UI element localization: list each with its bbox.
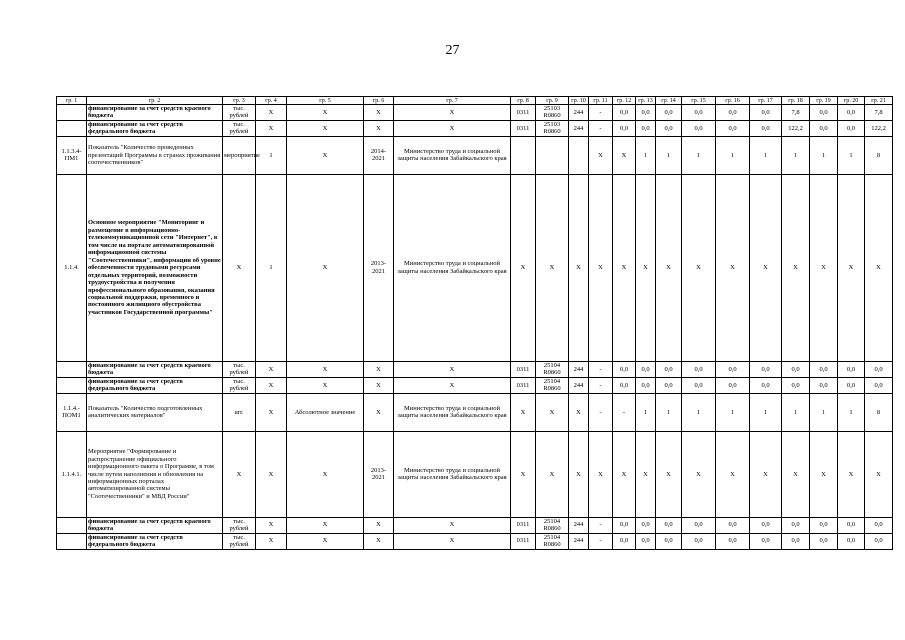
cell-gr20: 0,0 xyxy=(838,105,865,121)
cell-gr18: X xyxy=(782,431,810,517)
cell-gr12: X xyxy=(613,174,636,361)
table-row xyxy=(57,174,893,361)
column-header: гр. 12 xyxy=(613,97,636,105)
cell-gr4: 1 xyxy=(256,136,287,174)
cell-gr12: X xyxy=(613,431,636,517)
cell-gr2: финансирование за счет средств федерального бюджета xyxy=(87,120,223,136)
cell-gr21: 0,0 xyxy=(865,377,893,393)
cell-gr12: - xyxy=(613,393,636,431)
cell-gr9: 25103 R0860 xyxy=(536,105,569,121)
cell-gr19: 0,0 xyxy=(810,517,838,533)
cell-gr2: Основное мероприятие "Мониторинг и размещение в информационно-телекоммуникационной сети "Интернет", в том числе на портале автоматизированной информационной системы "Соотечественники", информации об уровне обеспеченности трудовыми ресурсами отдельных территорий, возможности трудоустройства и получения профессионального образования, оказания социальной поддержки, временного и постоянного жилищного обустройства участников Государственной программы" xyxy=(87,174,223,361)
cell-gr16: 0,0 xyxy=(716,377,750,393)
column-header: гр. 20 xyxy=(838,97,865,105)
cell-gr2: финансирование за счет средств краевого бюджета xyxy=(87,517,223,533)
cell-gr5: X xyxy=(287,174,364,361)
cell-gr19: 1 xyxy=(810,136,838,174)
cell-gr2: финансирование за счет средств краевого бюджета xyxy=(87,105,223,121)
cell-gr20: 1 xyxy=(838,393,865,431)
cell-gr11: - xyxy=(589,393,613,431)
cell-gr15: X xyxy=(682,174,716,361)
cell-gr21: 7,8 xyxy=(865,105,893,121)
cell-gr17: 1 xyxy=(750,136,782,174)
cell-gr8: 0311 xyxy=(511,533,536,549)
column-header: гр. 15 xyxy=(682,97,716,105)
cell-gr11: X xyxy=(589,431,613,517)
cell-gr10: 244 xyxy=(569,120,589,136)
cell-gr16: 1 xyxy=(716,393,750,431)
cell-gr19: 0,0 xyxy=(810,105,838,121)
cell-gr18: 0,0 xyxy=(782,517,810,533)
cell-gr10: X xyxy=(569,393,589,431)
cell-gr14: 1 xyxy=(656,136,682,174)
column-header: гр. 10 xyxy=(569,97,589,105)
cell-gr18: 122,2 xyxy=(782,120,810,136)
cell-gr4: X xyxy=(256,393,287,431)
cell-gr20: 0,0 xyxy=(838,120,865,136)
cell-gr21: 0,0 xyxy=(865,517,893,533)
cell-gr7: X xyxy=(394,377,511,393)
cell-gr13: 0,0 xyxy=(636,533,656,549)
cell-gr14: 0,0 xyxy=(656,377,682,393)
column-header: гр. 1 xyxy=(57,97,87,105)
cell-gr12: 0,0 xyxy=(613,361,636,377)
cell-gr17: X xyxy=(750,174,782,361)
cell-gr3: тыс. рублей xyxy=(223,533,256,549)
cell-gr16: 1 xyxy=(716,136,750,174)
cell-gr8: 0311 xyxy=(511,377,536,393)
cell-gr19: 0,0 xyxy=(810,377,838,393)
cell-gr10: 244 xyxy=(569,377,589,393)
column-header: гр. 4 xyxy=(256,97,287,105)
cell-gr12: 0,0 xyxy=(613,120,636,136)
cell-gr4: X xyxy=(256,105,287,121)
cell-gr10: X xyxy=(569,431,589,517)
cell-gr8: X xyxy=(511,393,536,431)
cell-gr1 xyxy=(57,377,87,393)
cell-gr17: 0,0 xyxy=(750,120,782,136)
cell-gr6: X xyxy=(364,517,394,533)
cell-gr7: Министерство труда и социальной защиты населения Забайкальского края xyxy=(394,431,511,517)
cell-gr11: - xyxy=(589,120,613,136)
cell-gr9: 25104 R0860 xyxy=(536,517,569,533)
cell-gr6: 2014-2021 xyxy=(364,136,394,174)
column-header: гр. 21 xyxy=(865,97,893,105)
cell-gr21: 0,0 xyxy=(865,533,893,549)
cell-gr2: финансирование за счет средств краевого бюджета xyxy=(87,361,223,377)
cell-gr20: X xyxy=(838,431,865,517)
cell-gr12: 0,0 xyxy=(613,377,636,393)
cell-gr11: - xyxy=(589,105,613,121)
cell-gr21: X xyxy=(865,174,893,361)
cell-gr19: 0,0 xyxy=(810,361,838,377)
cell-gr19: 1 xyxy=(810,393,838,431)
cell-gr1 xyxy=(57,533,87,549)
cell-gr11: - xyxy=(589,361,613,377)
cell-gr2: Показатель "Количество проведенных презентаций Программы в странах проживания соотечественников" xyxy=(87,136,223,174)
cell-gr20: 0,0 xyxy=(838,533,865,549)
cell-gr5: X xyxy=(287,120,364,136)
cell-gr5: X xyxy=(287,431,364,517)
program-table xyxy=(56,96,893,550)
cell-gr20: 0,0 xyxy=(838,517,865,533)
column-header: гр. 6 xyxy=(364,97,394,105)
cell-gr16: X xyxy=(716,174,750,361)
cell-gr13: 0,0 xyxy=(636,377,656,393)
cell-gr7: Министерство труда и социальной защиты населения Забайкальского края xyxy=(394,174,511,361)
cell-gr18: 7,8 xyxy=(782,105,810,121)
cell-gr4: X xyxy=(256,533,287,549)
cell-gr6: X xyxy=(364,361,394,377)
cell-gr1: 1.1.4.-ПОМ1 xyxy=(57,393,87,431)
cell-gr10 xyxy=(569,136,589,174)
cell-gr20: 0,0 xyxy=(838,377,865,393)
cell-gr14: 1 xyxy=(656,393,682,431)
cell-gr16: 0,0 xyxy=(716,120,750,136)
cell-gr15: 0,0 xyxy=(682,120,716,136)
column-header: гр. 2 xyxy=(87,97,223,105)
cell-gr12: 0,0 xyxy=(613,517,636,533)
cell-gr17: 1 xyxy=(750,393,782,431)
cell-gr21: 122,2 xyxy=(865,120,893,136)
cell-gr6: X xyxy=(364,393,394,431)
cell-gr17: X xyxy=(750,431,782,517)
cell-gr13: 0,0 xyxy=(636,120,656,136)
cell-gr14: 0,0 xyxy=(656,105,682,121)
cell-gr4: 1 xyxy=(256,174,287,361)
cell-gr16: 0,0 xyxy=(716,517,750,533)
cell-gr8: 0311 xyxy=(511,120,536,136)
column-header: гр. 16 xyxy=(716,97,750,105)
cell-gr13: X xyxy=(636,174,656,361)
cell-gr21: 0,0 xyxy=(865,361,893,377)
header-row xyxy=(57,97,893,105)
cell-gr13: 1 xyxy=(636,393,656,431)
cell-gr4: X xyxy=(256,431,287,517)
cell-gr17: 0,0 xyxy=(750,361,782,377)
cell-gr5: X xyxy=(287,377,364,393)
column-header: гр. 18 xyxy=(782,97,810,105)
cell-gr14: 0,0 xyxy=(656,120,682,136)
cell-gr5: X xyxy=(287,361,364,377)
cell-gr3: X xyxy=(223,174,256,361)
cell-gr7: Министерство труда и социальной защиты населения Забайкальского края xyxy=(394,136,511,174)
cell-gr4: X xyxy=(256,361,287,377)
cell-gr6: X xyxy=(364,105,394,121)
cell-gr3: тыс. рублей xyxy=(223,377,256,393)
cell-gr1 xyxy=(57,120,87,136)
cell-gr10: X xyxy=(569,174,589,361)
cell-gr16: 0,0 xyxy=(716,105,750,121)
cell-gr11: X xyxy=(589,136,613,174)
cell-gr20: 0,0 xyxy=(838,361,865,377)
cell-gr12: X xyxy=(613,136,636,174)
cell-gr3: мероприятие xyxy=(223,136,256,174)
cell-gr1: 1.1.3.4-ПМ1 xyxy=(57,136,87,174)
cell-gr20: X xyxy=(838,174,865,361)
cell-gr4: X xyxy=(256,377,287,393)
cell-gr10: 244 xyxy=(569,105,589,121)
cell-gr7: X xyxy=(394,120,511,136)
cell-gr9: 25104 R0860 xyxy=(536,377,569,393)
cell-gr8: 0311 xyxy=(511,361,536,377)
cell-gr9: 25104 R0860 xyxy=(536,361,569,377)
cell-gr9: X xyxy=(536,393,569,431)
table-row xyxy=(57,105,893,121)
cell-gr15: 0,0 xyxy=(682,361,716,377)
column-header: гр. 14 xyxy=(656,97,682,105)
cell-gr14: 0,0 xyxy=(656,533,682,549)
cell-gr7: X xyxy=(394,517,511,533)
column-header: гр. 11 xyxy=(589,97,613,105)
cell-gr7: X xyxy=(394,533,511,549)
cell-gr11: - xyxy=(589,533,613,549)
cell-gr8: 0311 xyxy=(511,517,536,533)
cell-gr5: Абсолютное значение xyxy=(287,393,364,431)
cell-gr1 xyxy=(57,517,87,533)
cell-gr6: 2013-2021 xyxy=(364,174,394,361)
table-row xyxy=(57,393,893,431)
cell-gr16: X xyxy=(716,431,750,517)
cell-gr9: 25104 R0860 xyxy=(536,533,569,549)
cell-gr5: X xyxy=(287,136,364,174)
cell-gr11: - xyxy=(589,377,613,393)
cell-gr17: 0,0 xyxy=(750,517,782,533)
table-row xyxy=(57,517,893,533)
cell-gr1 xyxy=(57,105,87,121)
cell-gr18: 1 xyxy=(782,136,810,174)
cell-gr5: X xyxy=(287,533,364,549)
page-number: 27 xyxy=(445,43,460,58)
cell-gr7: X xyxy=(394,361,511,377)
cell-gr8: X xyxy=(511,174,536,361)
cell-gr13: 1 xyxy=(636,136,656,174)
cell-gr21: 8 xyxy=(865,136,893,174)
cell-gr2: Мероприятие "Формирование и распространение официального информационного пакета о Программе, в том числе путем наполнения и обновления на информационных порталах автоматизированной системы "Соотечественники" и МВД России" xyxy=(87,431,223,517)
cell-gr13: 0,0 xyxy=(636,517,656,533)
cell-gr15: 0,0 xyxy=(682,105,716,121)
cell-gr18: 1 xyxy=(782,393,810,431)
table-row xyxy=(57,533,893,549)
table-body xyxy=(57,97,893,550)
cell-gr10: 244 xyxy=(569,361,589,377)
cell-gr11: - xyxy=(589,517,613,533)
cell-gr10: 244 xyxy=(569,533,589,549)
cell-gr8: X xyxy=(511,431,536,517)
cell-gr8 xyxy=(511,136,536,174)
cell-gr5: X xyxy=(287,517,364,533)
cell-gr9: 25103 R0860 xyxy=(536,120,569,136)
cell-gr6: 2013-2021 xyxy=(364,431,394,517)
cell-gr10: 244 xyxy=(569,517,589,533)
cell-gr16: 0,0 xyxy=(716,361,750,377)
cell-gr19: X xyxy=(810,174,838,361)
column-header: гр. 3 xyxy=(223,97,256,105)
cell-gr19: 0,0 xyxy=(810,533,838,549)
cell-gr21: X xyxy=(865,431,893,517)
cell-gr5: X xyxy=(287,105,364,121)
cell-gr18: 0,0 xyxy=(782,377,810,393)
column-header: гр. 7 xyxy=(394,97,511,105)
cell-gr3: шт. xyxy=(223,393,256,431)
cell-gr20: 1 xyxy=(838,136,865,174)
cell-gr12: 0,0 xyxy=(613,533,636,549)
cell-gr14: X xyxy=(656,431,682,517)
cell-gr15: 0,0 xyxy=(682,377,716,393)
cell-gr13: 0,0 xyxy=(636,361,656,377)
cell-gr18: 0,0 xyxy=(782,533,810,549)
cell-gr14: X xyxy=(656,174,682,361)
cell-gr15: 1 xyxy=(682,393,716,431)
cell-gr2: Показатель "Количество подготовленных аналитических материалов" xyxy=(87,393,223,431)
cell-gr16: 0,0 xyxy=(716,533,750,549)
cell-gr18: X xyxy=(782,174,810,361)
cell-gr6: X xyxy=(364,377,394,393)
cell-gr3: X xyxy=(223,431,256,517)
column-header: гр. 9 xyxy=(536,97,569,105)
cell-gr8: 0311 xyxy=(511,105,536,121)
cell-gr11: X xyxy=(589,174,613,361)
cell-gr14: 0,0 xyxy=(656,361,682,377)
cell-gr17: 0,0 xyxy=(750,377,782,393)
cell-gr17: 0,0 xyxy=(750,105,782,121)
cell-gr19: X xyxy=(810,431,838,517)
column-header: гр. 19 xyxy=(810,97,838,105)
cell-gr7: X xyxy=(394,105,511,121)
cell-gr15: 0,0 xyxy=(682,517,716,533)
cell-gr14: 0,0 xyxy=(656,517,682,533)
cell-gr3: тыс. рублей xyxy=(223,517,256,533)
cell-gr15: 1 xyxy=(682,136,716,174)
table-row xyxy=(57,431,893,517)
column-header: гр. 5 xyxy=(287,97,364,105)
table-row xyxy=(57,120,893,136)
column-header: гр. 8 xyxy=(511,97,536,105)
table-row xyxy=(57,377,893,393)
cell-gr17: 0,0 xyxy=(750,533,782,549)
cell-gr4: X xyxy=(256,517,287,533)
cell-gr12: 0,0 xyxy=(613,105,636,121)
cell-gr3: тыс. рублей xyxy=(223,361,256,377)
cell-gr15: X xyxy=(682,431,716,517)
column-header: гр. 17 xyxy=(750,97,782,105)
cell-gr9 xyxy=(536,136,569,174)
column-header: гр. 13 xyxy=(636,97,656,105)
cell-gr13: 0,0 xyxy=(636,105,656,121)
cell-gr9: X xyxy=(536,431,569,517)
cell-gr3: тыс. рублей xyxy=(223,120,256,136)
cell-gr15: 0,0 xyxy=(682,533,716,549)
cell-gr13: X xyxy=(636,431,656,517)
cell-gr6: X xyxy=(364,533,394,549)
cell-gr3: тыс. рублей xyxy=(223,105,256,121)
cell-gr21: 8 xyxy=(865,393,893,431)
cell-gr18: 0,0 xyxy=(782,361,810,377)
cell-gr9: X xyxy=(536,174,569,361)
cell-gr2: финансирование за счет средств федерального бюджета xyxy=(87,533,223,549)
table-row xyxy=(57,136,893,174)
cell-gr19: 0,0 xyxy=(810,120,838,136)
cell-gr4: X xyxy=(256,120,287,136)
cell-gr7: Министерство труда и социальной защиты населения Забайкальского края xyxy=(394,393,511,431)
cell-gr1: 1.1.4.1. xyxy=(57,431,87,517)
cell-gr6: X xyxy=(364,120,394,136)
cell-gr1: 1.1.4. xyxy=(57,174,87,361)
table-row xyxy=(57,361,893,377)
cell-gr1 xyxy=(57,361,87,377)
cell-gr2: финансирование за счет средств федерального бюджета xyxy=(87,377,223,393)
